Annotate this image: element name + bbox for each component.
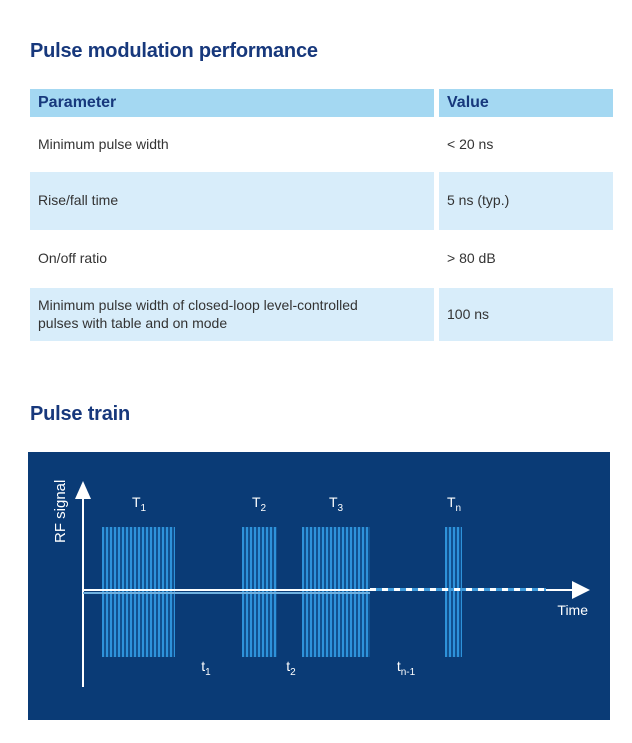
value-cell: 100 ns (439, 288, 613, 341)
section-title-pulse-train: Pulse train (30, 403, 131, 425)
table-row (30, 288, 613, 341)
table-row (30, 172, 613, 230)
column-header-parameter: Parameter (30, 89, 434, 117)
pulse-burst-n (445, 527, 462, 657)
rf-off-level-line (83, 592, 370, 594)
parameter-text: Minimum pulse width of closed-loop level-controlled pulses with table and on mode (38, 296, 358, 331)
value-cell: 5 ns (typ.) (439, 172, 613, 230)
gap-label-tn-1: $t_{n-1}$ (396, 658, 416, 678)
y-axis-label: RF signal (52, 479, 69, 543)
table-row (30, 117, 613, 172)
parameter-cell: Minimum pulse width (38, 135, 169, 152)
gap-label-t1: $t_1$ (201, 658, 211, 678)
x-axis-label: Time (557, 602, 588, 618)
value-cell: < 20 ns (447, 135, 494, 152)
pulse-width-label-T1: $T_1$ (131, 494, 147, 514)
pulse-width-label-Tn: $T_n$ (446, 494, 462, 514)
parameter-cell: On/off ratio (38, 250, 108, 267)
gap-label-t2: $t_2$ (286, 658, 296, 678)
pulse-train-diagram (28, 452, 610, 720)
time-axis-dashed-segment (370, 588, 546, 591)
parameter-cell: Rise/fall time (30, 172, 434, 230)
pulse-modulation-table (30, 89, 613, 341)
table-header-row (30, 89, 613, 117)
section-title-pulse-modulation-performance: Pulse modulation performance (30, 40, 318, 62)
parameter-cell (30, 288, 434, 341)
table-row (30, 230, 613, 288)
y-axis-arrow-icon (75, 481, 91, 499)
pulse-width-label-T3: $T_3$ (328, 494, 344, 514)
value-cell: > 80 dB (447, 250, 496, 267)
pulse-width-label-T2: $T_2$ (251, 494, 267, 514)
time-axis-arrow-icon (572, 581, 590, 599)
column-header-value: Value (439, 89, 613, 117)
